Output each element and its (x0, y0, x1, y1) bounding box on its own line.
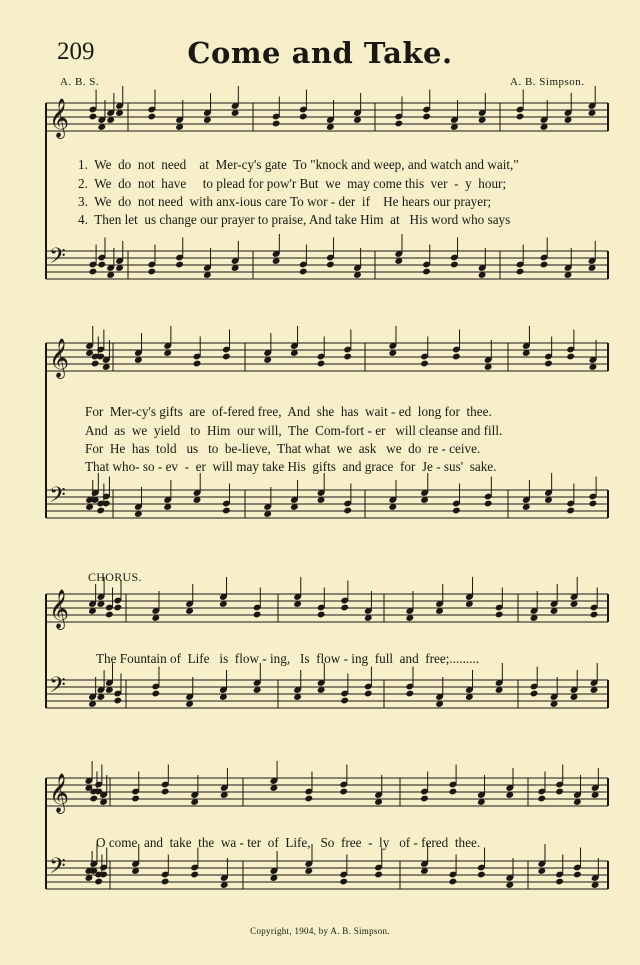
note-head (175, 261, 184, 269)
note-head (253, 611, 262, 619)
copyright-notice: Copyright, 1904, by A. B. Simpson. (250, 926, 390, 936)
bass-clef-icon: 𝄢 (49, 244, 66, 274)
note-head (89, 795, 98, 803)
note-head (495, 611, 504, 619)
note-head (590, 611, 599, 619)
hymn-title: Come and Take. (187, 36, 453, 70)
note-head (161, 878, 170, 886)
note-head (530, 690, 539, 698)
treble-clef-icon: 𝄞 (49, 773, 70, 813)
note-head (105, 611, 114, 619)
bass-clef-icon: 𝄢 (49, 483, 66, 513)
note-head (422, 268, 431, 276)
verse-line: That who- so - ev - er will may take His gifts and grace for Je - sus' sake. (85, 459, 497, 474)
note-head (91, 360, 100, 368)
note-head (161, 788, 170, 796)
note-head (299, 113, 308, 121)
note-head (555, 788, 564, 796)
verse-line: For He has told us to be-lieve, That what we ask we do re - ceive. (85, 441, 481, 456)
note-head (339, 878, 348, 886)
note-head (272, 120, 281, 128)
words-credit: A. B. S. (60, 76, 100, 88)
music-credit: A. B. Simpson. (510, 76, 585, 88)
note-head (131, 795, 140, 803)
bass-clef-icon: 𝄢 (49, 673, 66, 703)
note-head (484, 500, 493, 508)
note-head (420, 360, 429, 368)
verse-line: 3. We do not need with anx-ious care To wor - der if He hears our prayer; (78, 194, 492, 209)
note-head (147, 268, 156, 276)
note-head (96, 507, 105, 515)
chorus-label: CHORUS. (88, 570, 142, 584)
note-head (190, 871, 199, 879)
note-head (452, 353, 461, 361)
note-head (566, 507, 575, 515)
hymn-number: 209 (57, 38, 95, 65)
note-head (394, 120, 403, 128)
note-head (299, 268, 308, 276)
note-head (516, 113, 525, 121)
verse-line: 2. We do not have to plead for pow'r But we may come this ver - y hour; (78, 176, 507, 191)
note-head (89, 268, 98, 276)
bass-clef-icon: 𝄢 (49, 854, 66, 884)
note-head (343, 507, 352, 515)
note-head (317, 360, 326, 368)
note-head (540, 261, 549, 269)
note-head (374, 871, 383, 879)
note-head (99, 871, 108, 879)
note-head (339, 788, 348, 796)
verse-line: 4. Then let us change our prayer to praise, And take Him at His word who says (78, 212, 511, 227)
note-head (102, 500, 111, 508)
note-head (450, 261, 459, 269)
note-head (222, 507, 231, 515)
note-head (589, 500, 598, 508)
note-head (89, 113, 98, 121)
verse-line: And as we yield to Him our will, The Com-fort - er will cleanse and fill. (85, 423, 503, 438)
note-head (317, 611, 326, 619)
note-head (304, 795, 313, 803)
note-head (340, 604, 349, 612)
note-head (449, 878, 458, 886)
treble-clef-icon: 𝄞 (49, 98, 70, 138)
note-head (405, 690, 414, 698)
chorus-line: The Fountain of Life is flow - ing, Is flow - ing full and free;......... (96, 651, 480, 666)
note-head (422, 113, 431, 121)
note-head (452, 507, 461, 515)
note-head (566, 353, 575, 361)
note-head (449, 788, 458, 796)
note-head (477, 871, 486, 879)
note-head (544, 360, 553, 368)
note-head (97, 261, 106, 269)
chorus-line: O come and take the wa - ter of Life, So free - ly of - fered thee. (96, 835, 481, 850)
note-head (573, 871, 582, 879)
note-head (555, 878, 564, 886)
verse-line: 1. We do not need at Mer-cy's gate To "knock and weep, and watch and wait," (78, 157, 519, 172)
note-head (326, 261, 335, 269)
treble-clef-icon: 𝄞 (49, 589, 70, 629)
note-head (364, 690, 373, 698)
note-head (516, 268, 525, 276)
note-head (222, 353, 231, 361)
note-head (193, 360, 202, 368)
note-head (113, 604, 122, 612)
note-head (343, 353, 352, 361)
note-head (420, 795, 429, 803)
note-head (94, 878, 103, 886)
note-head (340, 697, 349, 705)
note-head (537, 795, 546, 803)
verse-line: For Mer-cy's gifts are of-fered free, And she has wait - ed long for thee. (85, 404, 492, 419)
note-head (113, 697, 122, 705)
note-head (151, 690, 160, 698)
note-head (147, 113, 156, 121)
treble-clef-icon: 𝄞 (49, 338, 70, 378)
